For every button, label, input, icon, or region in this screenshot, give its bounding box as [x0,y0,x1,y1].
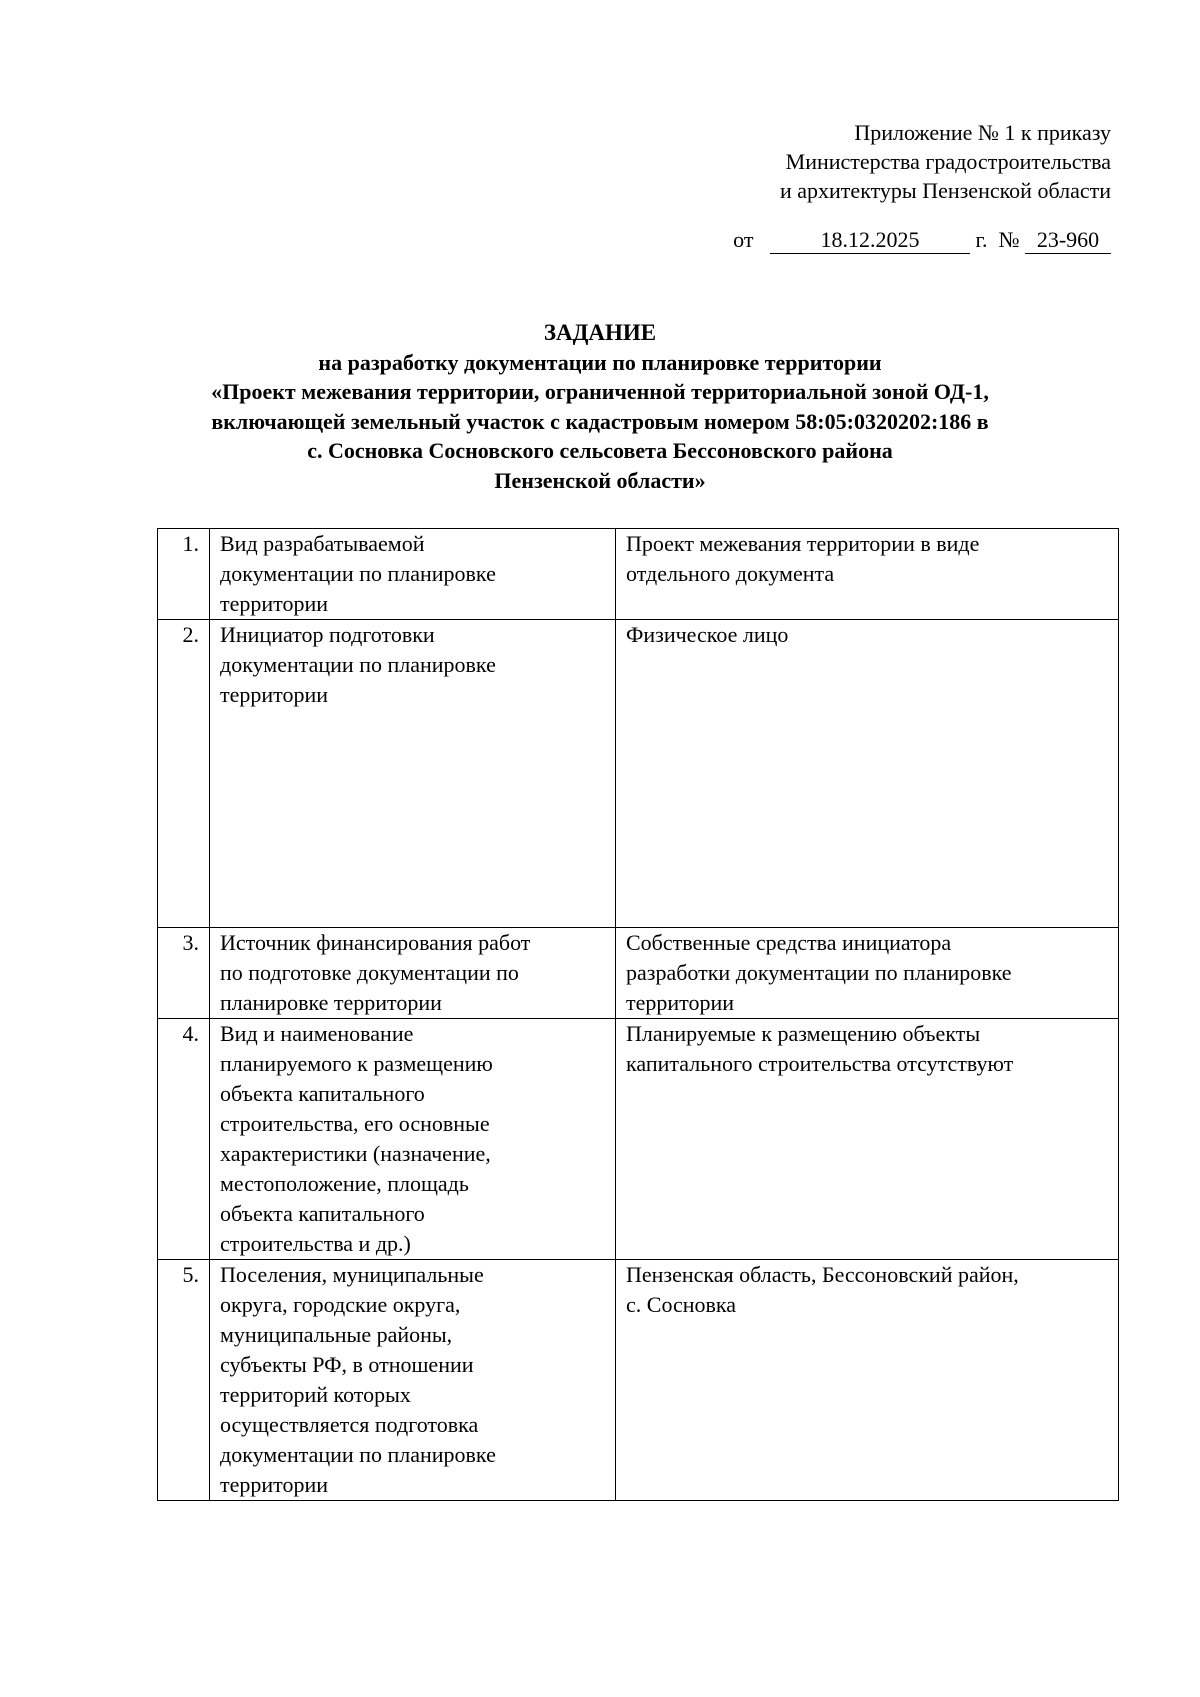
row-item-name: Инициатор подготовки документации по планировке территории [210,620,616,928]
table-row [158,529,1119,620]
appendix-header [780,118,1111,205]
appendix-line-3: и архитектуры Пензенской области [780,178,1111,203]
row-number: 3. [158,928,210,1019]
row-item-value: Планируемые к размещению объекты капитального строительства отсутствуют [616,1019,1119,1260]
order-number: 23-960 [1025,227,1111,254]
row-number: 1. [158,529,210,620]
title-line-5: Пензенской области» [494,467,706,493]
row-item-name: Источник финансирования работ по подготовке документации по планировке территории [210,928,616,1019]
row-item-name: Поселения, муниципальные округа, городские округа, муниципальные районы, субъекты РФ, в отношении территорий которых осуществляется подготовка документации по планировке территории [210,1260,616,1501]
title-line-4: с. Сосновка Сосновского сельсовета Бессоновского района [307,438,893,463]
document-title [0,318,1200,495]
row-item-value: Пензенская область, Бессоновский район, с. Сосновка [616,1260,1119,1501]
row-item-value: Собственные средства инициатора разработки документации по планировке территории [616,928,1119,1019]
appendix-line-2: Министерства градостроительства [785,149,1111,174]
table-row [158,1019,1119,1260]
order-number-label: № [998,227,1020,252]
row-number: 2. [158,620,210,928]
order-from-label: от [733,227,754,252]
table-row [158,620,1119,928]
title-heading: ЗАДАНИЕ [543,320,657,345]
row-item-name: Вид и наименование планируемого к размещению объекта капитального строительства, его основные характеристики (назначение, местоположение, площадь объекта капитального строительства и др.) [210,1019,616,1260]
task-table [157,528,1119,1501]
row-item-value: Физическое лицо [616,620,1119,928]
order-date: 18.12.2025 [770,227,970,254]
title-line-2: «Проект межевания территории, ограниченной территориальной зоной ОД-1, [211,379,989,404]
appendix-line-1: Приложение № 1 к приказу [854,120,1111,145]
table-row [158,928,1119,1019]
order-year-label: г. [975,227,988,252]
title-line-1: на разработку документации по планировке территории [318,349,882,375]
row-number: 4. [158,1019,210,1260]
row-number: 5. [158,1260,210,1501]
row-item-name: Вид разрабатываемой документации по планировке территории [210,529,616,620]
title-line-3: включающей земельный участок с кадастровым номером 58:05:0320202:186 в [211,408,989,434]
table-row [158,1260,1119,1501]
row-item-value: Проект межевания территории в виде отдельного документа [616,529,1119,620]
order-date-line [733,226,1111,254]
